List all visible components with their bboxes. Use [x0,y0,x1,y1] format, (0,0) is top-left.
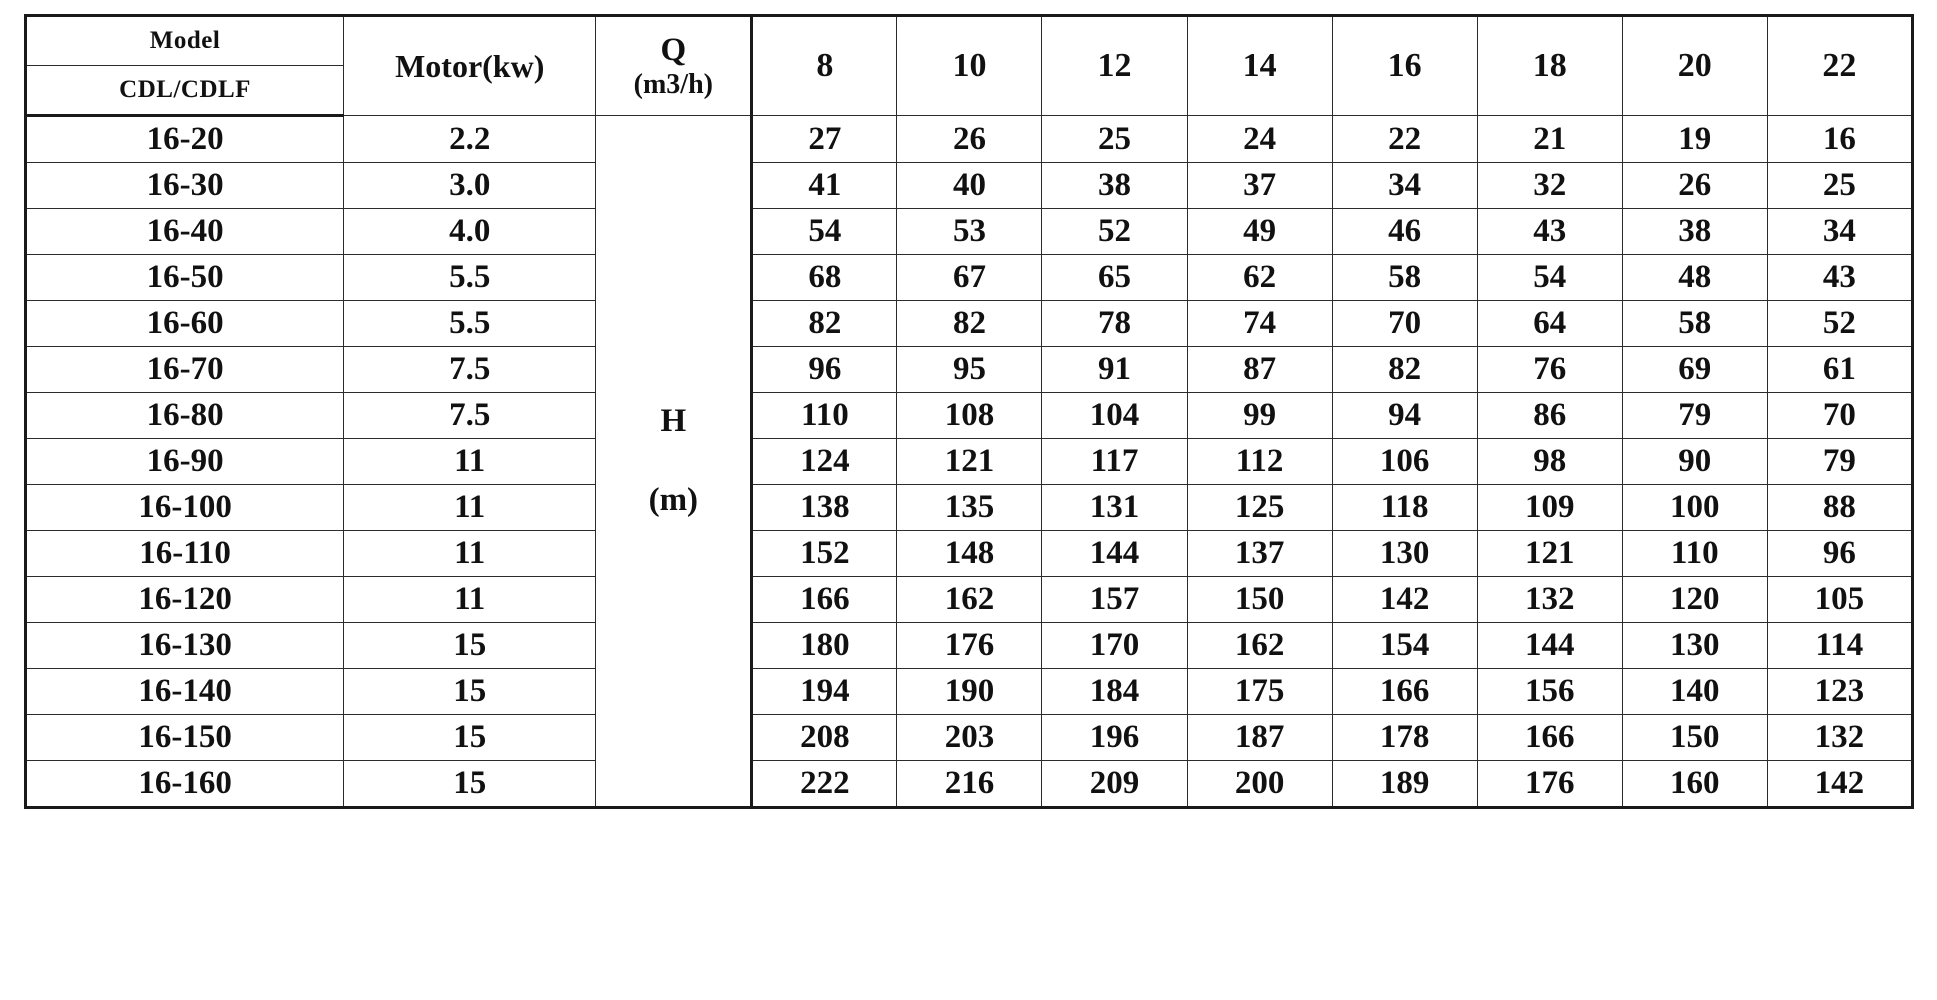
cell-value: 105 [1767,577,1912,623]
cell-value: 21 [1477,116,1622,163]
cell-value: 178 [1332,715,1477,761]
cell-model: 16-70 [26,347,344,393]
cell-value: 26 [1622,163,1767,209]
cell-value: 208 [752,715,897,761]
cell-value: 68 [752,255,897,301]
cell-model: 16-140 [26,669,344,715]
cell-model: 16-90 [26,439,344,485]
cell-value: 160 [1622,761,1767,808]
cell-value: 162 [1187,623,1332,669]
cell-value: 78 [1042,301,1187,347]
header-flow-22: 22 [1767,16,1912,116]
cell-value: 176 [897,623,1042,669]
cell-motor: 5.5 [344,301,596,347]
cell-motor: 11 [344,485,596,531]
cell-value: 58 [1332,255,1477,301]
cell-value: 121 [1477,531,1622,577]
cell-value: 90 [1622,439,1767,485]
cell-motor: 15 [344,623,596,669]
cell-motor: 15 [344,715,596,761]
cell-value: 162 [897,577,1042,623]
cell-value: 79 [1767,439,1912,485]
cell-value: 175 [1187,669,1332,715]
cell-value: 125 [1187,485,1332,531]
cell-value: 189 [1332,761,1477,808]
cell-value: 86 [1477,393,1622,439]
cell-value: 166 [1477,715,1622,761]
header-flow-20: 20 [1622,16,1767,116]
cell-motor: 11 [344,531,596,577]
cell-value: 142 [1767,761,1912,808]
cell-value: 109 [1477,485,1622,531]
cell-value: 209 [1042,761,1187,808]
cell-motor: 7.5 [344,347,596,393]
cell-value: 132 [1767,715,1912,761]
cell-model: 16-110 [26,531,344,577]
header-model: Model [26,16,344,66]
cell-value: 53 [897,209,1042,255]
table-row [26,485,1913,531]
cell-value: 196 [1042,715,1187,761]
cell-value: 25 [1767,163,1912,209]
cell-value: 38 [1042,163,1187,209]
cell-value: 37 [1187,163,1332,209]
cell-value: 94 [1332,393,1477,439]
cell-motor: 4.0 [344,209,596,255]
cell-value: 120 [1622,577,1767,623]
cell-model: 16-60 [26,301,344,347]
cell-value: 121 [897,439,1042,485]
cell-value: 216 [897,761,1042,808]
header-q-unit: (m3/h) [633,68,713,100]
cell-value: 203 [897,715,1042,761]
table-row [26,531,1913,577]
cell-value: 58 [1622,301,1767,347]
table-header [26,16,1913,116]
table-row [26,163,1913,209]
cell-value: 65 [1042,255,1187,301]
cell-value: 82 [1332,347,1477,393]
cell-value: 132 [1477,577,1622,623]
table-row [26,761,1913,808]
cell-motor: 11 [344,439,596,485]
cell-value: 26 [897,116,1042,163]
cell-value: 222 [752,761,897,808]
header-flow-8: 8 [752,16,897,116]
cell-value: 16 [1767,116,1912,163]
cell-motor: 3.0 [344,163,596,209]
cell-value: 108 [897,393,1042,439]
cell-model: 16-100 [26,485,344,531]
header-model-series: CDL/CDLF [26,66,344,116]
header-flow-18: 18 [1477,16,1622,116]
cell-model: 16-160 [26,761,344,808]
header-flow-14: 14 [1187,16,1332,116]
cell-value: 138 [752,485,897,531]
table-row [26,347,1913,393]
cell-value: 154 [1332,623,1477,669]
table-row [26,623,1913,669]
cell-value: 110 [752,393,897,439]
cell-value: 130 [1622,623,1767,669]
cell-value: 34 [1332,163,1477,209]
cell-value: 106 [1332,439,1477,485]
cell-value: 24 [1187,116,1332,163]
cell-value: 96 [1767,531,1912,577]
cell-value: 150 [1187,577,1332,623]
cell-model: 16-120 [26,577,344,623]
cell-value: 187 [1187,715,1332,761]
cell-value: 190 [897,669,1042,715]
cell-value: 170 [1042,623,1187,669]
cell-value: 131 [1042,485,1187,531]
pump-performance-table [24,14,1914,809]
cell-value: 22 [1332,116,1477,163]
cell-value: 74 [1187,301,1332,347]
table-row [26,669,1913,715]
cell-value: 88 [1767,485,1912,531]
cell-value: 32 [1477,163,1622,209]
cell-value: 117 [1042,439,1187,485]
cell-value: 87 [1187,347,1332,393]
cell-value: 137 [1187,531,1332,577]
cell-value: 166 [752,577,897,623]
table-row [26,209,1913,255]
header-q [596,16,752,116]
cell-value: 52 [1767,301,1912,347]
cell-value: 40 [897,163,1042,209]
cell-motor: 15 [344,761,596,808]
cell-value: 54 [1477,255,1622,301]
cell-motor: 2.2 [344,116,596,163]
cell-value: 91 [1042,347,1187,393]
cell-value: 70 [1332,301,1477,347]
cell-value: 43 [1767,255,1912,301]
cell-value: 100 [1622,485,1767,531]
cell-value: 76 [1477,347,1622,393]
cell-value: 34 [1767,209,1912,255]
cell-value: 69 [1622,347,1767,393]
cell-value: 157 [1042,577,1187,623]
table-row [26,715,1913,761]
header-flow-12: 12 [1042,16,1187,116]
header-row-top [26,16,1913,66]
cell-value: 82 [897,301,1042,347]
cell-value: 52 [1042,209,1187,255]
cell-model: 16-30 [26,163,344,209]
header-flow-16: 16 [1332,16,1477,116]
cell-value: 124 [752,439,897,485]
cell-value: 166 [1332,669,1477,715]
cell-motor: 5.5 [344,255,596,301]
cell-value: 180 [752,623,897,669]
cell-value: 49 [1187,209,1332,255]
header-motor: Motor(kw) [344,16,596,116]
cell-value: 82 [752,301,897,347]
cell-value: 104 [1042,393,1187,439]
cell-value: 156 [1477,669,1622,715]
cell-value: 99 [1187,393,1332,439]
cell-motor: 15 [344,669,596,715]
table-row [26,577,1913,623]
table-row [26,439,1913,485]
header-flow-10: 10 [897,16,1042,116]
head-unit: (m) [648,482,699,518]
cell-value: 123 [1767,669,1912,715]
cell-model: 16-80 [26,393,344,439]
cell-head-label [596,116,752,808]
head-symbol: H [660,402,687,439]
cell-value: 98 [1477,439,1622,485]
table-body [26,116,1913,808]
cell-value: 41 [752,163,897,209]
cell-model: 16-50 [26,255,344,301]
cell-motor: 11 [344,577,596,623]
cell-value: 150 [1622,715,1767,761]
cell-motor: 7.5 [344,393,596,439]
cell-value: 96 [752,347,897,393]
cell-value: 79 [1622,393,1767,439]
cell-value: 118 [1332,485,1477,531]
cell-value: 43 [1477,209,1622,255]
cell-value: 61 [1767,347,1912,393]
cell-value: 142 [1332,577,1477,623]
cell-value: 130 [1332,531,1477,577]
cell-value: 70 [1767,393,1912,439]
cell-value: 200 [1187,761,1332,808]
cell-value: 54 [752,209,897,255]
cell-value: 144 [1477,623,1622,669]
cell-value: 48 [1622,255,1767,301]
table-row [26,393,1913,439]
cell-model: 16-20 [26,116,344,163]
cell-value: 114 [1767,623,1912,669]
cell-value: 46 [1332,209,1477,255]
cell-value: 184 [1042,669,1187,715]
cell-value: 19 [1622,116,1767,163]
cell-value: 95 [897,347,1042,393]
cell-value: 25 [1042,116,1187,163]
cell-value: 112 [1187,439,1332,485]
cell-model: 16-150 [26,715,344,761]
header-q-symbol: Q [660,31,687,68]
table-row [26,301,1913,347]
cell-value: 64 [1477,301,1622,347]
cell-value: 152 [752,531,897,577]
cell-model: 16-130 [26,623,344,669]
cell-value: 194 [752,669,897,715]
cell-value: 62 [1187,255,1332,301]
cell-value: 67 [897,255,1042,301]
cell-value: 148 [897,531,1042,577]
cell-value: 38 [1622,209,1767,255]
cell-value: 27 [752,116,897,163]
table-row [26,116,1913,163]
cell-value: 176 [1477,761,1622,808]
cell-value: 140 [1622,669,1767,715]
cell-model: 16-40 [26,209,344,255]
cell-value: 144 [1042,531,1187,577]
cell-value: 135 [897,485,1042,531]
cell-value: 110 [1622,531,1767,577]
table-row [26,255,1913,301]
